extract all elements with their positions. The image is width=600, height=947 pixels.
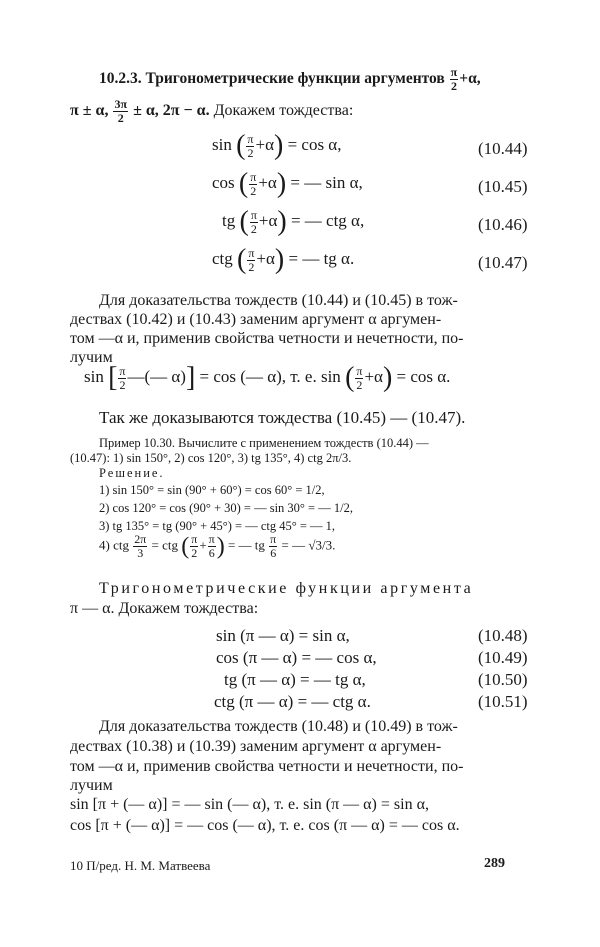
- paragraph-2-line-4: лучим: [70, 777, 113, 794]
- frac-num: π: [250, 207, 257, 222]
- frac-den: 2: [117, 111, 124, 125]
- same-proof-line: Так же доказываются тождества (10.45) — (10.47).: [99, 408, 466, 427]
- deriv-result: = cos α.: [396, 366, 451, 386]
- frac-den: 2: [248, 259, 255, 274]
- equation-number: (10.47): [478, 253, 528, 272]
- plus-alpha: +α: [256, 248, 275, 268]
- equation-number: (10.44): [478, 139, 528, 158]
- final-line-2: cos [π + (— α)] = — cos (— α), т. е. cos (π — α) = — cos α.: [70, 817, 460, 834]
- frac-den: 3: [137, 546, 144, 560]
- frac-num: π: [191, 532, 198, 546]
- deriv-minus-alpha: —(— α): [127, 366, 186, 386]
- plus-sign: +: [199, 537, 207, 553]
- step4-result: = — √3/3.: [281, 537, 336, 553]
- frac-num: π: [247, 131, 254, 146]
- heading-prove-text: Докажем тождества:: [213, 102, 354, 120]
- deriv-rhs: = cos (— α), т. е. sin: [199, 366, 341, 386]
- plus-alpha: +α: [258, 172, 277, 192]
- frac-den: 6: [208, 546, 215, 560]
- frac-den: 2: [250, 221, 257, 236]
- frac-num: π: [250, 169, 257, 184]
- identity-10-47: ctg ( $\frac{\pi}{2}$ +α) = — tg α.: [212, 244, 355, 275]
- equation-number: (10.49): [478, 648, 528, 667]
- example-line-2: (10.47): 1) sin 150°, 2) cos 120°, 3) tg 135°, 4) ctg 2π/3.: [70, 451, 352, 465]
- identity-rhs: = cos α,: [287, 134, 342, 154]
- identity-10-48: sin (π — α) = sin α,: [216, 626, 350, 645]
- identity-rhs: = — ctg α,: [290, 210, 365, 230]
- plus-alpha: +α: [258, 210, 278, 230]
- frac-num: π: [208, 532, 215, 546]
- frac-num: π: [450, 65, 458, 79]
- identity-10-51: ctg (π — α) = — ctg α.: [214, 692, 371, 711]
- identity-10-46: tg ( $\frac{\pi}{2}$ +α) = — ctg α,: [222, 206, 365, 237]
- heading-fraction: [450, 66, 459, 93]
- section-heading-line-1: [99, 66, 481, 93]
- section-2-heading-line-1: Тригонометрические функции аргумента: [99, 580, 474, 597]
- page-number: 289: [484, 856, 505, 871]
- step4-ctg: 4) ctg: [99, 537, 129, 553]
- solution-step-1: 1) sin 150° = sin (90° + 60°) = cos 60° = 1/2,: [99, 483, 325, 497]
- identity-rhs: = — sin α,: [290, 172, 363, 192]
- fn-name: ctg: [212, 248, 233, 268]
- paragraph-2-line-1: Для доказательства тождеств (10.48) и (10.49) в тож-: [99, 718, 458, 735]
- identity-10-49: cos (π — α) = — cos α,: [216, 648, 377, 667]
- solution-step-2: 2) cos 120° = cos (90° + 30) = — sin 30° = — 1/2,: [99, 501, 353, 515]
- frac-num: π: [270, 532, 277, 546]
- frac-den: 2: [247, 145, 254, 160]
- equation-number: (10.51): [478, 692, 528, 711]
- footer-signature: 10 П/ред. Н. М. Матвеева: [70, 858, 211, 873]
- deriv-sin: sin: [84, 366, 104, 386]
- paragraph-2-line-2: дествах (10.38) и (10.39) заменим аргумент α аргумен-: [70, 738, 442, 755]
- step4-eq: = ctg: [151, 537, 178, 553]
- example-line-1: Пример 10.30. Вычислите с применением тождеств (10.44) —: [99, 436, 429, 450]
- section-2-heading-line-2: π — α. Докажем тождества:: [70, 600, 259, 617]
- paragraph-2-line-3: том —α и, применив свойства четности и нечетности, по-: [70, 758, 464, 775]
- frac-num: 3π: [114, 97, 128, 111]
- solution-step-3: 3) tg 135° = tg (90° + 45°) = — ctg 45° = — 1,: [99, 519, 336, 533]
- fn-name: sin: [212, 134, 232, 154]
- equation-number: (10.46): [478, 215, 528, 234]
- step4-tg: = — tg: [227, 537, 265, 553]
- identity-10-44: sin ( $\frac{\pi}{2}$ +α) = cos α,: [212, 130, 342, 161]
- fn-name: tg: [222, 210, 236, 230]
- frac-num: π: [248, 245, 255, 260]
- heading-args-2: ± α, 2π − α.: [133, 102, 210, 120]
- identity-10-50: tg (π — α) = — tg α,: [224, 670, 366, 689]
- plus-alpha: +α: [364, 366, 383, 386]
- frac-den: 2: [119, 377, 126, 392]
- frac-num: 2π: [134, 532, 147, 546]
- paragraph-1-line-2: дествах (10.42) и (10.43) заменим аргумент α аргумен-: [70, 311, 442, 328]
- heading-fraction-2: [113, 98, 128, 125]
- identity-10-45: cos ( $\frac{\pi}{2}$ +α) = — sin α,: [212, 168, 363, 199]
- section-heading-line-2: [70, 98, 353, 125]
- final-line-1: sin [π + (— α)] = — sin (— α), т. е. sin (π — α) = sin α,: [70, 796, 429, 813]
- frac-den: 2: [450, 79, 457, 93]
- frac-den: 6: [270, 546, 277, 560]
- heading-text-2: +α,: [459, 70, 481, 88]
- equation-number: (10.45): [478, 177, 528, 196]
- frac-num: π: [119, 363, 126, 378]
- equation-number: (10.50): [478, 670, 528, 689]
- derivation-line: sin [ $\frac{\pi}{2}$ —(— α)] = cos (— α), т. е. sin ( $\frac{\pi}{2}$ +α) = cos α.: [84, 362, 451, 393]
- paragraph-1-line-4: лучим: [70, 349, 113, 366]
- frac-den: 2: [356, 377, 363, 392]
- paragraph-1-line-1: Для доказательства тождеств (10.44) и (10.45) в тож-: [99, 292, 458, 309]
- identity-rhs: = — tg α.: [288, 248, 355, 268]
- frac-num: π: [356, 363, 363, 378]
- heading-text: 10.2.3. Тригонометрические функции аргументов: [99, 70, 445, 88]
- solution-label: Решение.: [99, 466, 165, 480]
- fn-name: cos: [212, 172, 235, 192]
- heading-args-1: π ± α,: [70, 102, 109, 120]
- equation-number: (10.48): [478, 626, 528, 645]
- solution-step-4: 4) ctg $\frac{2\pi}{3}$ = ctg ( $\frac{\pi}{2}$ + $\frac{\pi}{6}$ ) = — tg $\frac{\pi}{6}$ = — √3/3.: [99, 532, 336, 560]
- paragraph-1-line-3: том —α и, применив свойства четности и нечетности, по-: [70, 330, 464, 347]
- frac-den: 2: [250, 183, 257, 198]
- plus-alpha: +α: [255, 134, 274, 154]
- frac-den: 2: [191, 546, 198, 560]
